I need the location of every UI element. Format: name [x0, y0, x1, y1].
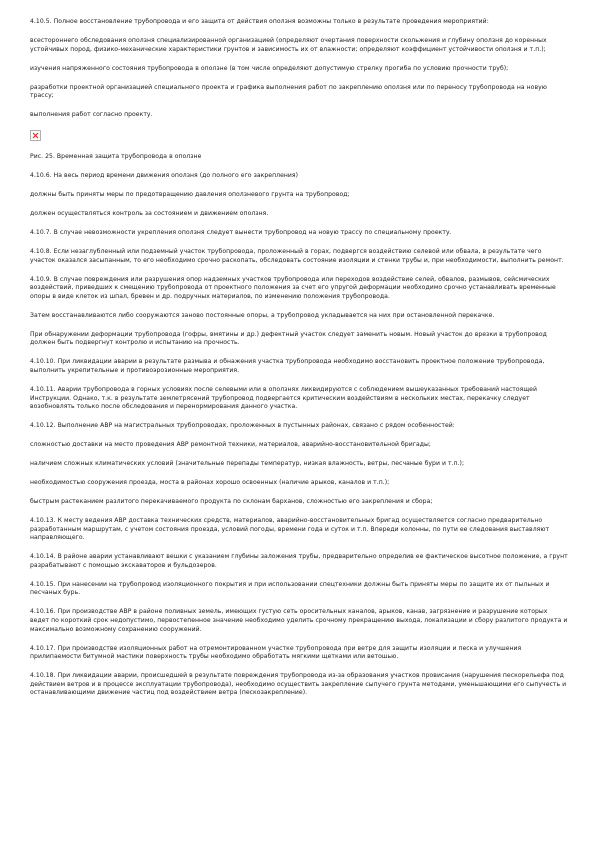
- paragraph-pressure-prevention: должны быть приняты меры по предотвращению давления оползневого грунта на трубопровод;: [30, 191, 350, 199]
- paragraph-4-10-13: 4.10.13. К месту ведения АВР доставка технических средств, материалов, аварийно-восстановительных бригад осуществляется согласно предварительно разработанным маршрутам, с учетом состояния проезда, условий погоды, времени года и суток и т.п. Впереди колонны, по пути ее следования выставляют направляющего.: [30, 517, 550, 542]
- paragraph-4-10-11: 4.10.11. Аварии трубопровода в горных условиях после селевыми или в оползнях ликвидируются с соблюдением вышеуказанных требований настоящей Инструкции. Однако, т.к. в результате землетрясений трубопровод подвергается критическим воздействиям в нескольких местах, перекачку следует возобновлять только после обследования и перенормирования данного участка.: [30, 385, 537, 411]
- paragraph-stress-study: изучения напряженного состояния трубопровода в оползне (в том числе определяют допустимую стрелку прогиба по условию прочности труб);: [30, 64, 509, 72]
- paragraph-permanent-supports: Затем восстанавливаются либо сооружаются заново постоянные опоры, а трубопровод укладывается на них при остановленной перекачке.: [30, 311, 495, 319]
- figure-caption: Рис. 25. Временная защита трубопровода в оползне: [30, 153, 202, 161]
- paragraph-4-10-10: 4.10.10. При ликвидации аварии в результате размыва и обнажения участка трубопровода необходимо восстановить проектное положение трубопровода, выполнить укрепительные и противоэрозионные мероприятия.: [30, 358, 545, 374]
- paragraph-product-spreading: быстрым растеканием разлитого перекачиваемого продукта по склонам барханов, сложностью его закрепления и сбора;: [30, 498, 433, 506]
- broken-image-icon: [30, 130, 41, 141]
- paragraph-deformation-replacement: При обнаружении деформации трубопровода (гофры, вмятины и др.) дефектный участок следует заменить новым. Новый участок до врезки в трубопровод должен быть подвергнут контролю и испытанию на прочность.: [30, 330, 547, 347]
- paragraph-climate-conditions: наличием сложных климатических условий (значительные перепады температур, низкая влажность, ветры, песчаные бури и т.п.);: [30, 460, 465, 468]
- paragraph-4-10-6: 4.10.6. На весь период времени движения оползня (до полного его закрепления): [30, 172, 299, 180]
- document-page: [30, 18, 568, 708]
- paragraph-4-10-7: 4.10.7. В случае невозможности укрепления оползня следует вынести трубопровод на новую трассу по специальному проекту.: [30, 229, 452, 237]
- paragraph-4-10-9: 4.10.9. В случае повреждения или разрушения опор надземных участков трубопровода или переходов воздействие селей, обвалов, размывов, сейсмических воздействий, приведших к смещению трубопровода от проектного положения за счет его упругой деформации необходимо срочно устанавливать временные опоры в виде клеток из шпал, бревен и др. подручных материалов, по изменению положения трубопровода.: [30, 275, 556, 300]
- paragraph-landslide-survey: всестороннего обследования оползня специализированной организацией (определяют очертания поверхности скольжения и глубину оползня до коренных устойчивых пород, физико-механические характеристики грунтов и зависимость их от влажности; определяют коэффициент устойчивости оползня и т.п.);: [30, 36, 547, 53]
- paragraph-4-10-8: 4.10.8. Если незаглубленный или подземный участок трубопровода, проложенный в горах, подвергся воздействию селевой или обвала, в результате чего участок оказался засыпанным, то его необходимо срочно раскопать, обследовать состояние изоляции и стенки трубы и, при необходимости, выполнить ремонт.: [30, 248, 564, 264]
- paragraph-delivery-difficulty: сложностью доставки на место проведения АВР ремонтной техники, материалов, аварийно-восстановительной бригады;: [30, 441, 431, 449]
- paragraph-access-construction: необходимостью сооружения проезда, моста в районах хорошо освоенных (наличие арыков, каналов и т.п.);: [30, 479, 390, 487]
- paragraph-project-development: разработки проектной организацией специального проекта и графика выполнения работ по закреплению оползня или по переносу трубопровода на новую трассу;: [30, 83, 547, 100]
- paragraph-4-10-15: 4.10.15. При нанесении на трубопровод изоляционного покрытия и при использовании спецтехники должны быть приняты меры по защите их от пыльных и песчаных бурь.: [30, 580, 550, 597]
- paragraph-4-10-5: 4.10.5. Полное восстановление трубопровода и его защита от действия оползня возможны только в результате проведения мероприятий:: [30, 18, 489, 25]
- paragraph-landslide-control: должен осуществляться контроль за состоянием и движением оползня.: [30, 210, 269, 218]
- paragraph-4-10-12: 4.10.12. Выполнение АВР на магистральных трубопроводах, проложенных в пустынных районах, связано с рядом особенностей:: [30, 422, 455, 430]
- paragraph-4-10-17: 4.10.17. При производстве изоляционных работ на отремонтированном участке трубопровода при ветре для защиты изоляции и песка и улучшения прилипаемости битумной мастики поверхность трубы необходимо обработать мягкими щетками или ветошью.: [30, 644, 522, 661]
- paragraph-4-10-14: 4.10.14. В районе аварии устанавливают вешки с указанием глубины заложения трубы, предварительно определив ее фактическое высотное положение, а грунт разрабатывают с помощью экскаваторов и бульдозеров.: [30, 553, 568, 569]
- paragraph-works-execution: выполнения работ согласно проекту.: [30, 111, 153, 119]
- paragraph-4-10-18: 4.10.18. При ликвидации аварии, происшедшей в результате повреждения трубопровода из-за образования участков провисания (нарушения пескорельефа под действием ветров и в процессе эксплуатации трубопровода), необходимо осуществить закрепление сыпучего грунта методами, уменьшающими его сыпучесть и останавливающими движение частиц под воздействием ветра (пескозакрепление).: [30, 672, 567, 697]
- paragraph-4-10-16: 4.10.16. При производстве АВР в районе поливных земель, имеющих густую сеть оросительных каналов, арыков, канав, загрязнение и разрушение которых ведет по короткий срок недопустимо, первостепенное значение необходимо уделить срочному прекращению выхода, локализации и сбору разлитого продукта и максимально возможному сохранению сооружений.: [30, 608, 568, 633]
